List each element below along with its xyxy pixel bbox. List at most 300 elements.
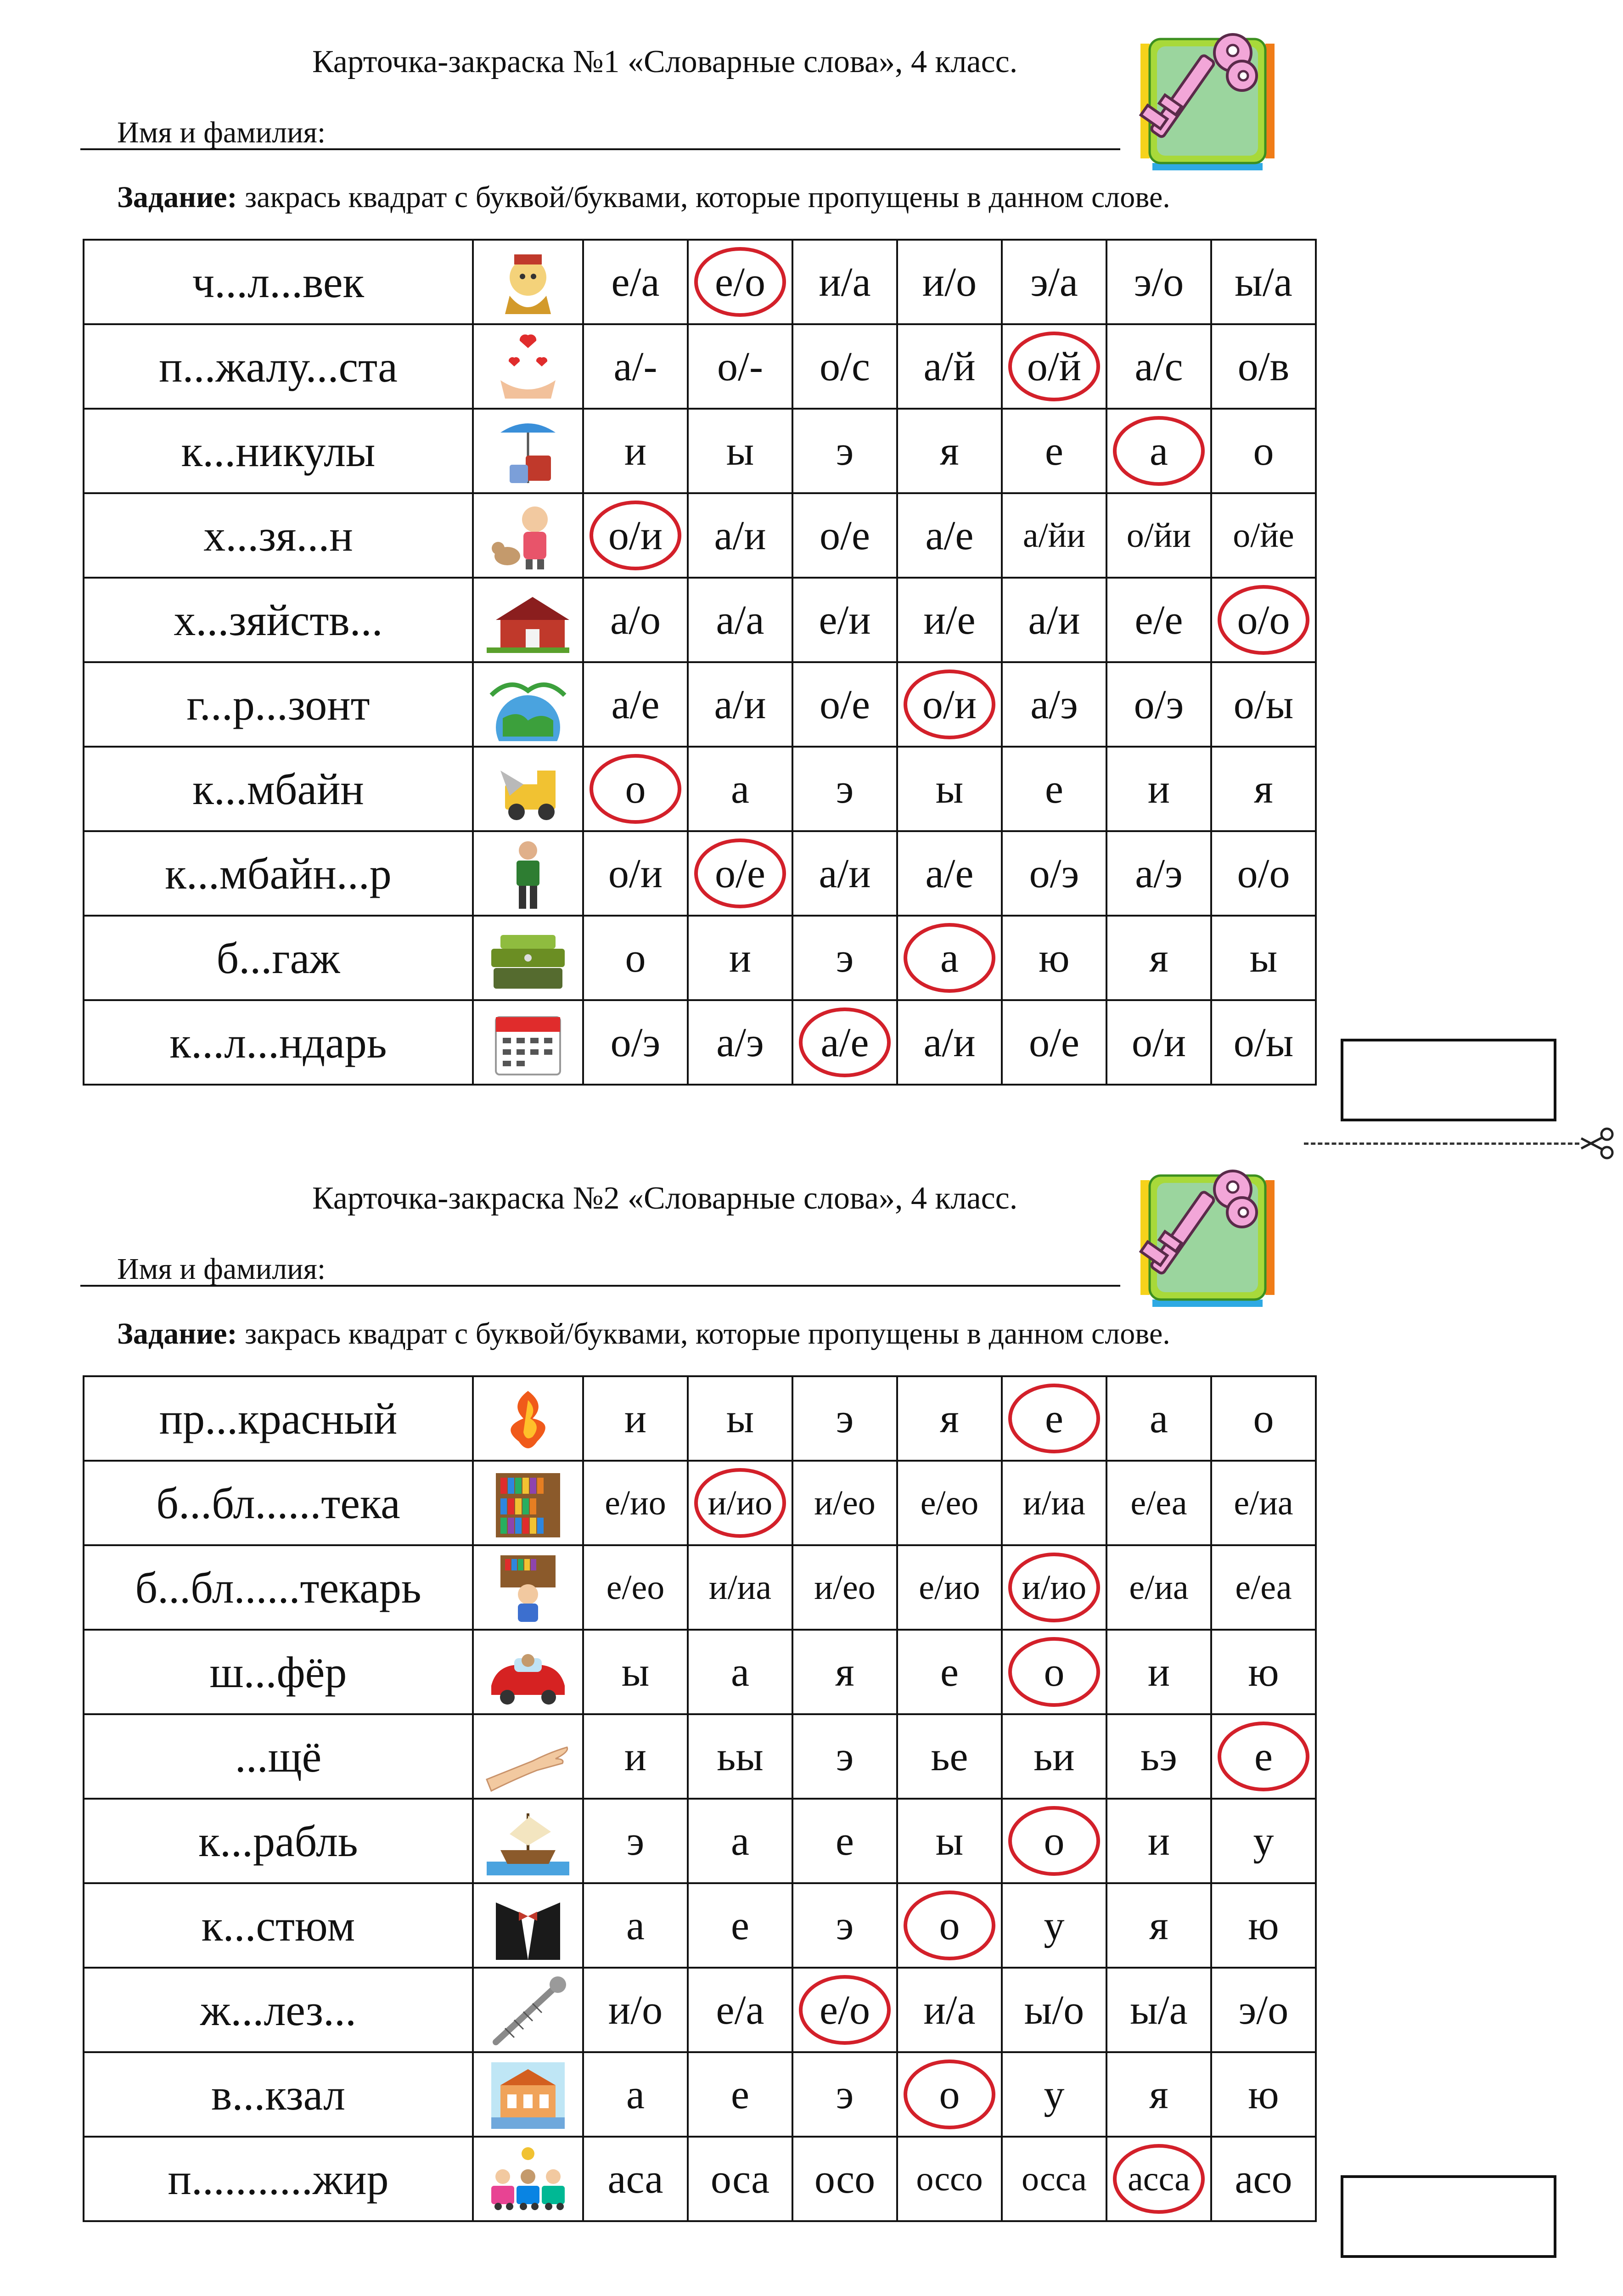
word-cell: к...мбайн — [84, 747, 473, 831]
task-label: Задание: — [117, 180, 237, 214]
option-label: о — [939, 1902, 960, 1948]
option-label: о/с — [820, 343, 870, 389]
card-title: Карточка-закраска №2 «Словарные слова», 4 класс. — [312, 1181, 1018, 1216]
option-cell[interactable] — [897, 831, 1002, 916]
option-cell[interactable] — [897, 1545, 1002, 1630]
option-cell[interactable] — [688, 2052, 792, 2137]
option-cell[interactable] — [897, 1630, 1002, 1714]
table-row — [84, 1714, 1316, 1799]
option-cell[interactable] — [1211, 1883, 1316, 1968]
picture-cell — [473, 409, 583, 493]
option-cell[interactable] — [1002, 1376, 1106, 1461]
option-cell[interactable] — [1106, 493, 1211, 578]
option-label: е/ео — [606, 1568, 665, 1607]
option-cell[interactable] — [688, 493, 792, 578]
option-label: о — [1044, 1649, 1065, 1695]
word-cell: ж...лез... — [84, 1968, 473, 2052]
option-cell[interactable] — [583, 916, 688, 1000]
option-cell[interactable] — [688, 1799, 792, 1883]
table-row — [84, 2052, 1316, 2137]
option-label: осо — [814, 2156, 876, 2202]
picture-cell — [473, 2137, 583, 2221]
option-label: а/е — [611, 681, 660, 727]
option-cell[interactable] — [897, 2052, 1002, 2137]
option-cell[interactable] — [897, 916, 1002, 1000]
picture-cell — [473, 493, 583, 578]
option-label: а — [731, 1818, 749, 1864]
option-label: о/е — [715, 850, 765, 896]
option-label: и — [1147, 1818, 1170, 1864]
option-cell[interactable] — [897, 578, 1002, 662]
option-label: и/ео — [814, 1568, 876, 1607]
option-label: а/- — [613, 343, 657, 389]
option-label: а/е — [925, 512, 974, 558]
word-cell: к...рабль — [84, 1799, 473, 1883]
option-cell[interactable] — [897, 747, 1002, 831]
option-cell[interactable] — [897, 2137, 1002, 2221]
option-label: ы/а — [1235, 259, 1292, 305]
option-label: асо — [1235, 2156, 1292, 2202]
option-label: ьы — [717, 1733, 764, 1779]
word-cell: б...гаж — [84, 916, 473, 1000]
option-cell[interactable] — [897, 409, 1002, 493]
option-cell[interactable] — [1211, 747, 1316, 831]
firebird-icon — [482, 1382, 574, 1455]
option-label: е/иа — [1129, 1568, 1189, 1607]
option-label: э/о — [1238, 1987, 1289, 2033]
option-label: о/э — [610, 1019, 661, 1065]
picture-cell — [473, 1000, 583, 1085]
option-cell[interactable] — [1002, 493, 1106, 578]
option-cell[interactable] — [583, 1000, 688, 1085]
option-cell[interactable] — [688, 1883, 792, 1968]
option-cell[interactable] — [583, 1799, 688, 1883]
person-mascot-icon — [482, 245, 574, 319]
name-field[interactable] — [80, 1249, 1120, 1287]
option-label: а/йи — [1022, 516, 1086, 555]
option-cell[interactable] — [1002, 1714, 1106, 1799]
option-cell[interactable] — [1002, 240, 1106, 324]
option-label: о — [625, 766, 646, 812]
table-row — [84, 1883, 1316, 1968]
librarian-icon — [482, 1551, 574, 1624]
option-label: а/о — [610, 597, 661, 643]
picture-cell — [473, 1714, 583, 1799]
option-cell[interactable] — [1106, 1968, 1211, 2052]
picture-cell — [473, 2052, 583, 2137]
option-cell[interactable] — [688, 2137, 792, 2221]
option-cell[interactable] — [1211, 662, 1316, 747]
option-cell[interactable] — [1211, 493, 1316, 578]
option-cell[interactable] — [688, 747, 792, 831]
option-label: ю — [1248, 1902, 1279, 1948]
option-cell[interactable] — [688, 1000, 792, 1085]
option-cell[interactable] — [688, 1714, 792, 1799]
option-label: и/е — [923, 597, 976, 643]
picture-cell — [473, 831, 583, 916]
option-label: е — [1045, 1396, 1063, 1441]
option-cell[interactable] — [1002, 1630, 1106, 1714]
option-cell[interactable] — [792, 1714, 897, 1799]
option-cell[interactable] — [583, 1883, 688, 1968]
option-label: о/и — [922, 681, 977, 727]
option-cell[interactable] — [583, 1630, 688, 1714]
option-label: а/э — [716, 1019, 764, 1065]
option-label: е/о — [715, 259, 765, 305]
option-cell[interactable] — [792, 831, 897, 916]
option-cell[interactable] — [1106, 1714, 1211, 1799]
option-label: е/а — [716, 1987, 764, 2033]
task-instruction — [117, 1317, 1170, 1351]
option-cell[interactable] — [688, 662, 792, 747]
name-field[interactable] — [80, 113, 1120, 150]
option-cell[interactable] — [1106, 1545, 1211, 1630]
option-cell[interactable] — [1106, 324, 1211, 409]
suitcases-icon — [482, 921, 574, 995]
option-label: э — [836, 935, 854, 981]
option-cell[interactable] — [1106, 831, 1211, 916]
table-row — [84, 916, 1316, 1000]
option-cell[interactable] — [897, 493, 1002, 578]
option-label: е/е — [1134, 597, 1183, 643]
option-cell[interactable] — [583, 1376, 688, 1461]
option-label: о/ы — [1233, 1019, 1294, 1065]
option-cell[interactable] — [1106, 2052, 1211, 2137]
option-label: о/э — [1029, 850, 1079, 896]
option-cell[interactable] — [897, 1461, 1002, 1545]
picture-cell — [473, 1630, 583, 1714]
option-cell[interactable] — [792, 1545, 897, 1630]
option-label: о/йи — [1126, 516, 1191, 555]
combine-truck-icon — [482, 752, 574, 826]
option-cell[interactable] — [1211, 1968, 1316, 2052]
option-cell[interactable] — [583, 578, 688, 662]
picture-cell — [473, 1968, 583, 2052]
option-cell[interactable] — [1002, 662, 1106, 747]
option-cell[interactable] — [897, 1883, 1002, 1968]
option-cell[interactable] — [1106, 1799, 1211, 1883]
option-cell[interactable] — [1106, 409, 1211, 493]
option-cell[interactable] — [688, 240, 792, 324]
option-cell[interactable] — [792, 324, 897, 409]
option-cell[interactable] — [688, 1630, 792, 1714]
option-cell[interactable] — [1211, 1630, 1316, 1714]
option-cell[interactable] — [1002, 1799, 1106, 1883]
option-label: о/йе — [1233, 516, 1294, 555]
option-label: э — [836, 2071, 854, 2117]
option-label: а/э — [1135, 850, 1183, 896]
option-label: а — [731, 1649, 749, 1695]
option-cell[interactable] — [1002, 2137, 1106, 2221]
option-label: а — [626, 1902, 645, 1948]
table-row — [84, 409, 1316, 493]
option-cell[interactable] — [1211, 1461, 1316, 1545]
option-cell[interactable] — [1002, 409, 1106, 493]
option-cell[interactable] — [1211, 916, 1316, 1000]
doll-with-dog-icon — [482, 499, 574, 572]
word-cell: б...бл......тека — [84, 1461, 473, 1545]
option-cell[interactable] — [1106, 1883, 1211, 1968]
option-label: о/й — [1027, 343, 1082, 389]
option-cell[interactable] — [583, 831, 688, 916]
option-cell[interactable] — [583, 324, 688, 409]
option-cell[interactable] — [583, 1545, 688, 1630]
option-label: ы — [1249, 935, 1278, 981]
option-cell[interactable] — [897, 1968, 1002, 2052]
option-cell[interactable] — [1211, 1714, 1316, 1799]
word-table — [83, 1375, 1317, 2222]
picture-cell — [473, 578, 583, 662]
option-label: а/и — [1028, 597, 1080, 643]
option-cell[interactable] — [1106, 916, 1211, 1000]
picture-cell — [473, 747, 583, 831]
option-cell[interactable] — [1106, 1461, 1211, 1545]
option-label: о/и — [1131, 1019, 1186, 1065]
calendar-icon — [482, 1006, 574, 1079]
task-text: закрась квадрат с буквой/буквами, которые пропущены в данном слове. — [237, 180, 1170, 214]
answer-box[interactable] — [1341, 2175, 1556, 2258]
option-cell[interactable] — [1211, 2052, 1316, 2137]
word-cell: к...мбайн...р — [84, 831, 473, 916]
option-cell[interactable] — [688, 1461, 792, 1545]
word-cell: б...бл......текарь — [84, 1545, 473, 1630]
option-cell[interactable] — [1211, 578, 1316, 662]
option-label: о/е — [820, 681, 870, 727]
option-cell[interactable] — [1211, 1376, 1316, 1461]
option-label: о/е — [820, 512, 870, 558]
option-cell[interactable] — [688, 409, 792, 493]
option-label: и — [624, 428, 647, 474]
word-cell: ч...л...век — [84, 240, 473, 324]
answer-box[interactable] — [1341, 1039, 1556, 1121]
option-cell[interactable] — [792, 493, 897, 578]
option-label: ы/а — [1130, 1987, 1188, 2033]
option-label: а — [626, 2071, 645, 2117]
option-label: э/а — [1030, 259, 1078, 305]
option-label: я — [940, 428, 959, 474]
option-cell[interactable] — [897, 1714, 1002, 1799]
picture-cell — [473, 1883, 583, 1968]
option-cell[interactable] — [792, 240, 897, 324]
option-cell[interactable] — [583, 2052, 688, 2137]
option-label: е — [731, 1902, 749, 1948]
word-cell: х...зя...н — [84, 493, 473, 578]
option-label: и — [624, 1733, 647, 1779]
option-cell[interactable] — [1211, 2137, 1316, 2221]
option-cell[interactable] — [1002, 1968, 1106, 2052]
option-cell[interactable] — [583, 1968, 688, 2052]
option-cell[interactable] — [792, 409, 897, 493]
option-label: а/и — [714, 681, 766, 727]
word-cell: пр...красный — [84, 1376, 473, 1461]
picture-cell — [473, 1799, 583, 1883]
option-label: ьи — [1033, 1733, 1075, 1779]
option-label: а/й — [923, 343, 976, 389]
option-cell[interactable] — [688, 916, 792, 1000]
option-label: е/и — [819, 597, 871, 643]
option-cell[interactable] — [583, 2137, 688, 2221]
option-cell[interactable] — [583, 747, 688, 831]
option-cell[interactable] — [792, 1883, 897, 1968]
option-label: я — [835, 1649, 854, 1695]
option-cell[interactable] — [897, 324, 1002, 409]
option-label: э — [836, 1733, 854, 1779]
option-label: ы — [935, 1818, 964, 1864]
card-title: Карточка-закраска №1 «Словарные слова», 4 класс. — [312, 44, 1018, 79]
table-row — [84, 1376, 1316, 1461]
option-label: и — [624, 1396, 647, 1441]
option-cell[interactable] — [688, 1376, 792, 1461]
option-label: и/иа — [708, 1568, 772, 1607]
hand-icon — [482, 1720, 574, 1793]
option-label: е — [1045, 428, 1063, 474]
option-cell[interactable] — [792, 578, 897, 662]
option-label: е — [940, 1649, 959, 1695]
table-row — [84, 1461, 1316, 1545]
station-building-icon — [482, 2058, 574, 2131]
option-cell[interactable] — [1002, 324, 1106, 409]
table-row — [84, 2137, 1316, 2221]
option-cell[interactable] — [1211, 1000, 1316, 1085]
option-cell[interactable] — [583, 493, 688, 578]
option-label: о — [939, 2071, 960, 2117]
option-cell[interactable] — [1106, 578, 1211, 662]
option-cell[interactable] — [792, 1461, 897, 1545]
option-cell[interactable] — [1106, 240, 1211, 324]
option-cell[interactable] — [1002, 747, 1106, 831]
car-driver-icon — [482, 1635, 574, 1709]
option-label: оссо — [916, 2159, 983, 2198]
word-cell: в...кзал — [84, 2052, 473, 2137]
option-cell[interactable] — [1002, 1000, 1106, 1085]
table-row — [84, 1630, 1316, 1714]
option-cell[interactable] — [583, 240, 688, 324]
option-cell[interactable] — [792, 2052, 897, 2137]
option-label: и/ио — [708, 1483, 773, 1522]
picture-cell — [473, 916, 583, 1000]
farm-barn-icon — [482, 583, 574, 657]
option-label: е/а — [611, 259, 660, 305]
option-cell[interactable] — [792, 1376, 897, 1461]
option-label: о/и — [608, 512, 663, 558]
option-label: э/о — [1134, 259, 1184, 305]
option-cell[interactable] — [1106, 1376, 1211, 1461]
ship-icon — [482, 1804, 574, 1878]
option-cell[interactable] — [792, 1968, 897, 2052]
option-cell[interactable] — [1002, 1545, 1106, 1630]
option-cell[interactable] — [1211, 831, 1316, 916]
option-cell[interactable] — [1211, 1799, 1316, 1883]
option-cell[interactable] — [1211, 324, 1316, 409]
option-cell[interactable] — [1106, 747, 1211, 831]
task-instruction — [117, 180, 1170, 215]
option-cell[interactable] — [897, 1799, 1002, 1883]
name-label: Имя и фамилия: — [117, 1252, 326, 1286]
option-cell[interactable] — [792, 2137, 897, 2221]
option-cell[interactable] — [1106, 662, 1211, 747]
word-cell: ш...фёр — [84, 1630, 473, 1714]
name-label: Имя и фамилия: — [117, 116, 326, 149]
table-row — [84, 324, 1316, 409]
worker-man-icon — [482, 837, 574, 910]
option-label: е/иа — [1234, 1483, 1293, 1522]
table-row — [84, 240, 1316, 324]
card-1 — [0, 0, 1623, 1134]
option-cell[interactable] — [1106, 1630, 1211, 1714]
option-label: ы — [726, 1396, 754, 1441]
option-label: осса — [1021, 2159, 1087, 2198]
option-cell[interactable] — [792, 1799, 897, 1883]
option-cell[interactable] — [1002, 2052, 1106, 2137]
option-label: аса — [607, 2156, 663, 2202]
option-cell[interactable] — [897, 1376, 1002, 1461]
option-cell[interactable] — [688, 1968, 792, 2052]
option-cell[interactable] — [1002, 1461, 1106, 1545]
option-cell[interactable] — [897, 662, 1002, 747]
word-cell: ...щё — [84, 1714, 473, 1799]
option-cell[interactable] — [688, 1545, 792, 1630]
option-cell[interactable] — [688, 831, 792, 916]
option-cell[interactable] — [583, 409, 688, 493]
option-cell[interactable] — [1211, 1545, 1316, 1630]
option-cell[interactable] — [1106, 2137, 1211, 2221]
option-cell[interactable] — [583, 662, 688, 747]
option-cell[interactable] — [583, 1714, 688, 1799]
option-cell[interactable] — [583, 1461, 688, 1545]
option-cell[interactable] — [1002, 1883, 1106, 1968]
option-cell[interactable] — [792, 1000, 897, 1085]
option-label: е/еа — [1130, 1483, 1187, 1522]
option-label: о/е — [1029, 1019, 1079, 1065]
option-cell[interactable] — [1002, 578, 1106, 662]
option-cell[interactable] — [897, 240, 1002, 324]
vacation-luggage-icon — [482, 414, 574, 488]
option-label: и — [1147, 766, 1170, 812]
option-label: о/э — [1134, 681, 1184, 727]
option-label: я — [1254, 766, 1273, 812]
task-label: Задание: — [117, 1317, 237, 1351]
word-cell: п...........жир — [84, 2137, 473, 2221]
table-row — [84, 831, 1316, 916]
option-cell[interactable] — [897, 1000, 1002, 1085]
option-cell[interactable] — [1211, 409, 1316, 493]
picture-cell — [473, 662, 583, 747]
option-label: асса — [1128, 2159, 1190, 2198]
option-label: и/ео — [814, 1483, 876, 1522]
option-label: и/а — [819, 259, 871, 305]
picture-cell — [473, 1545, 583, 1630]
option-label: е — [836, 1818, 854, 1864]
option-label: о/о — [1237, 850, 1290, 896]
option-cell[interactable] — [1211, 240, 1316, 324]
option-cell[interactable] — [688, 578, 792, 662]
option-cell[interactable] — [1002, 916, 1106, 1000]
picture-cell — [473, 1461, 583, 1545]
option-label: я — [1149, 935, 1168, 981]
option-cell[interactable] — [688, 324, 792, 409]
picture-cell — [473, 1376, 583, 1461]
option-label: а/е — [925, 850, 974, 896]
option-label: а/а — [716, 597, 764, 643]
option-label: и/о — [922, 259, 977, 305]
option-label: и — [1147, 1649, 1170, 1695]
option-cell[interactable] — [1002, 831, 1106, 916]
option-cell[interactable] — [1106, 1000, 1211, 1085]
option-cell[interactable] — [792, 1630, 897, 1714]
option-cell[interactable] — [792, 916, 897, 1000]
option-cell[interactable] — [792, 747, 897, 831]
option-cell[interactable] — [792, 662, 897, 747]
